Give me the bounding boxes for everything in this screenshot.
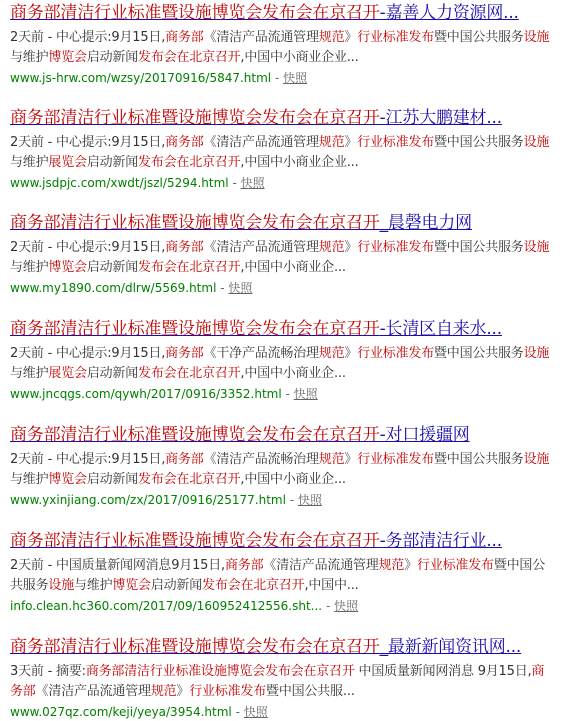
title-suffix: -嘉善人力资源网... — [379, 3, 519, 23]
snippet-text: 启动新闻 — [86, 50, 139, 65]
separator: - — [322, 599, 335, 613]
snippet-text: 《清洁产品流通管理 — [35, 684, 151, 699]
snippet-text: 》 — [404, 558, 418, 573]
snapshot-link[interactable]: 快照 — [240, 176, 265, 190]
snippet-highlight: 设施 — [523, 452, 550, 467]
result-title-link[interactable] — [10, 212, 560, 234]
snippet-text: 与维护 — [74, 578, 113, 593]
snippet-text: 《干净产品流畅治理 — [203, 346, 319, 361]
snippet-highlight: 设施 — [48, 578, 75, 593]
title-suffix: -江苏大鹏建材... — [379, 108, 502, 128]
snippet-highlight: 商务部 — [165, 346, 204, 361]
result-meta — [10, 703, 560, 721]
title-query: 商务部清洁行业标准暨设施博览会发布会在京召开 — [10, 637, 380, 657]
snippet-text: 《清洁产品流通管理 — [263, 558, 379, 573]
snippet-text: 暨中国公共服务 — [434, 240, 524, 255]
result-meta — [10, 279, 560, 297]
snippet-text: 启动新闻 — [86, 366, 139, 381]
separator: - — [271, 71, 284, 85]
title-suffix: _晨磬电力网 — [379, 213, 472, 233]
snippet-highlight: 规范 — [318, 240, 345, 255]
snippet-highlight: 发布会在北京召开 — [138, 50, 241, 65]
snippet-highlight: 设施 — [523, 346, 550, 361]
result-snippet — [10, 28, 555, 68]
snippet-highlight: 行业标准发布 — [357, 135, 434, 150]
snippet-highlight: 博览会 — [48, 472, 87, 487]
snippet-highlight: 设施 — [523, 135, 550, 150]
snapshot-link[interactable]: 快照 — [293, 387, 318, 401]
snippet-highlight: 设施 — [523, 30, 550, 45]
snippet-highlight: 规范 — [150, 684, 177, 699]
title-suffix: -务部清洁行业... — [379, 531, 502, 551]
snippet-text: 与维护 — [10, 260, 49, 275]
snippet-highlight: 博览会 — [112, 578, 151, 593]
snippet-highlight: 规范 — [318, 135, 345, 150]
snippet-text: 启动新闻 — [150, 578, 203, 593]
snippet-text: 3天前 - 摘要: — [10, 664, 86, 679]
snippet-text: 2天前 - 中心提示:9月15日, — [10, 346, 166, 361]
snapshot-link[interactable]: 快照 — [334, 599, 359, 613]
snippet-highlight: 商务部 — [165, 30, 204, 45]
result-meta — [10, 385, 560, 403]
snippet-text: 暨中国公共服... — [266, 684, 355, 699]
snippet-text: 《清洁产品流通管理 — [203, 30, 319, 45]
separator: - — [228, 176, 241, 190]
result-url[interactable]: www.yxinjiang.com/zx/2017/0916/25177.html — [10, 493, 286, 507]
snippet-text: 》 — [176, 684, 190, 699]
snippet-text: 暨中国公共服务 — [10, 558, 546, 593]
snippet-text: 》 — [344, 135, 358, 150]
result-snippet — [10, 450, 555, 490]
snippet-text: 启动新闻 — [86, 155, 139, 170]
snippet-highlight: 行业标准发布 — [357, 346, 434, 361]
title-query: 商务部清洁行业标准暨设施博览会发布会在京召开 — [10, 531, 380, 551]
snippet-text: 启动新闻 — [86, 472, 139, 487]
snippet-text: 暨中国公共服务 — [434, 30, 524, 45]
snippet-highlight: 展览会 — [48, 366, 87, 381]
snippet-text: 《清洁产品流通管理 — [203, 240, 319, 255]
title-suffix: -对口援疆网 — [379, 425, 470, 445]
title-query: 商务部清洁行业标准暨设施博览会发布会在京召开 — [10, 319, 380, 339]
snippet-text: 暨中国公共服务 — [434, 135, 524, 150]
search-result — [10, 2, 560, 87]
snippet-text: 2天前 - 中心提示:9月15日, — [10, 452, 166, 467]
snippet-highlight: 商务部 — [224, 558, 264, 573]
snippet-text: 》 — [344, 346, 358, 361]
snippet-highlight: 博览会 — [48, 260, 87, 275]
result-meta — [10, 174, 560, 192]
result-title-link[interactable] — [10, 636, 560, 658]
result-url[interactable]: www.jncqgs.com/qywh/2017/0916/3352.html — [10, 387, 282, 401]
snippet-text: ,中国中小商业企业... — [240, 155, 359, 170]
snippet-text: ,中国中小商业企业... — [240, 50, 359, 65]
search-result — [10, 424, 560, 509]
title-suffix: _最新新闻资讯网... — [379, 637, 522, 657]
snippet-highlight: 行业标准发布 — [357, 452, 434, 467]
snippet-highlight: 商务部 — [165, 240, 204, 255]
snippet-text: ,中国中... — [304, 578, 359, 593]
result-snippet — [10, 556, 555, 596]
snippet-highlight: 发布会在北京召开 — [138, 366, 241, 381]
snippet-text: 2天前 - 中国质量新闻网消息9月15日, — [10, 558, 225, 573]
snippet-text: 中国质量新闻网消息 9月15日, — [354, 664, 532, 679]
result-url[interactable]: info.clean.hc360.com/2017/09/160952412556.sht... — [10, 599, 323, 613]
title-query: 商务部清洁行业标准暨设施博览会发布会在京召开 — [10, 3, 380, 23]
snippet-highlight: 商务部清洁行业标准设施博览会发布会在京召开 — [85, 664, 355, 679]
snippet-text: 2天前 - 中心提示:9月15日, — [10, 135, 166, 150]
search-result — [10, 530, 560, 615]
snippet-highlight: 规范 — [378, 558, 405, 573]
snippet-text: 《清洁产品流畅治理 — [203, 452, 319, 467]
snippet-text: ,中国中小商业企... — [240, 260, 346, 275]
snippet-highlight: 设施 — [523, 240, 550, 255]
separator: - — [285, 493, 298, 507]
result-meta — [10, 597, 560, 615]
snippet-highlight: 发布会在北京召开 — [138, 472, 241, 487]
result-title-link[interactable] — [10, 107, 560, 129]
snippet-text: 《清洁产品流通管理 — [203, 135, 319, 150]
search-result — [10, 636, 560, 721]
snippet-text: 》 — [344, 452, 358, 467]
snapshot-link[interactable]: 快照 — [243, 705, 268, 719]
snippet-highlight: 商务部 — [165, 452, 204, 467]
snippet-text: 启动新闻 — [86, 260, 139, 275]
snippet-text: ,中国中小商业企... — [240, 366, 346, 381]
snippet-text: 》 — [344, 30, 358, 45]
result-title-link[interactable] — [10, 318, 560, 340]
snippet-text: 与维护 — [10, 472, 49, 487]
result-meta — [10, 491, 560, 509]
snippet-highlight: 规范 — [318, 30, 345, 45]
snippet-text: 与维护 — [10, 366, 49, 381]
title-query: 商务部清洁行业标准暨设施博览会发布会在京召开 — [10, 213, 380, 233]
search-result — [10, 107, 560, 192]
result-snippet — [10, 133, 555, 173]
result-title-link[interactable] — [10, 424, 560, 446]
snippet-text: 》 — [344, 240, 358, 255]
snippet-highlight: 规范 — [318, 452, 345, 467]
snippet-text: 2天前 - 中心提示:9月15日, — [10, 240, 166, 255]
result-snippet — [10, 662, 555, 702]
snippet-highlight: 发布会在北京召开 — [138, 260, 241, 275]
separator: - — [216, 281, 229, 295]
separator: - — [281, 387, 294, 401]
snapshot-link[interactable]: 快照 — [297, 493, 322, 507]
result-meta — [10, 69, 560, 87]
snapshot-link[interactable]: 快照 — [283, 71, 308, 85]
result-title-link[interactable] — [10, 530, 560, 552]
snippet-highlight: 规范 — [318, 346, 345, 361]
result-url[interactable]: www.027qz.com/keji/yeya/3954.html — [10, 705, 232, 719]
snippet-text: 暨中国公共服务 — [434, 346, 524, 361]
result-snippet — [10, 238, 555, 278]
search-result — [10, 318, 560, 403]
snippet-highlight: 行业标准发布 — [417, 558, 494, 573]
snippet-text: 暨中国公共服务 — [434, 452, 524, 467]
snippet-text: ,中国中小商业企... — [240, 472, 346, 487]
snippet-highlight: 商务部 — [10, 664, 545, 699]
snippet-highlight: 发布会在北京召开 — [138, 155, 241, 170]
title-query: 商务部清洁行业标准暨设施博览会发布会在京召开 — [10, 108, 380, 128]
result-title-link[interactable] — [10, 2, 560, 24]
snippet-highlight: 行业标准发布 — [357, 240, 434, 255]
snippet-text: 与维护 — [10, 155, 49, 170]
title-query: 商务部清洁行业标准暨设施博览会发布会在京召开 — [10, 425, 380, 445]
snippet-highlight: 行业标准发布 — [357, 30, 434, 45]
snippet-text: 与维护 — [10, 50, 49, 65]
snippet-highlight: 发布会在北京召开 — [202, 578, 305, 593]
snapshot-link[interactable]: 快照 — [228, 281, 253, 295]
result-url[interactable]: www.jsdpjc.com/xwdt/jszl/5294.html — [10, 176, 229, 190]
snippet-highlight: 行业标准发布 — [189, 684, 267, 699]
snippet-highlight: 博览会 — [48, 50, 87, 65]
separator: - — [231, 705, 244, 719]
snippet-highlight: 商务部 — [165, 135, 204, 150]
result-snippet — [10, 344, 555, 384]
search-result — [10, 212, 560, 297]
title-suffix: -长清区自来水... — [379, 319, 502, 339]
result-url[interactable]: www.js-hrw.com/wzsy/20170916/5847.html — [10, 71, 272, 85]
result-url[interactable]: www.my1890.com/dlrw/5569.html — [10, 281, 217, 295]
snippet-text: 2天前 - 中心提示:9月15日, — [10, 30, 166, 45]
snippet-highlight: 展览会 — [48, 155, 87, 170]
